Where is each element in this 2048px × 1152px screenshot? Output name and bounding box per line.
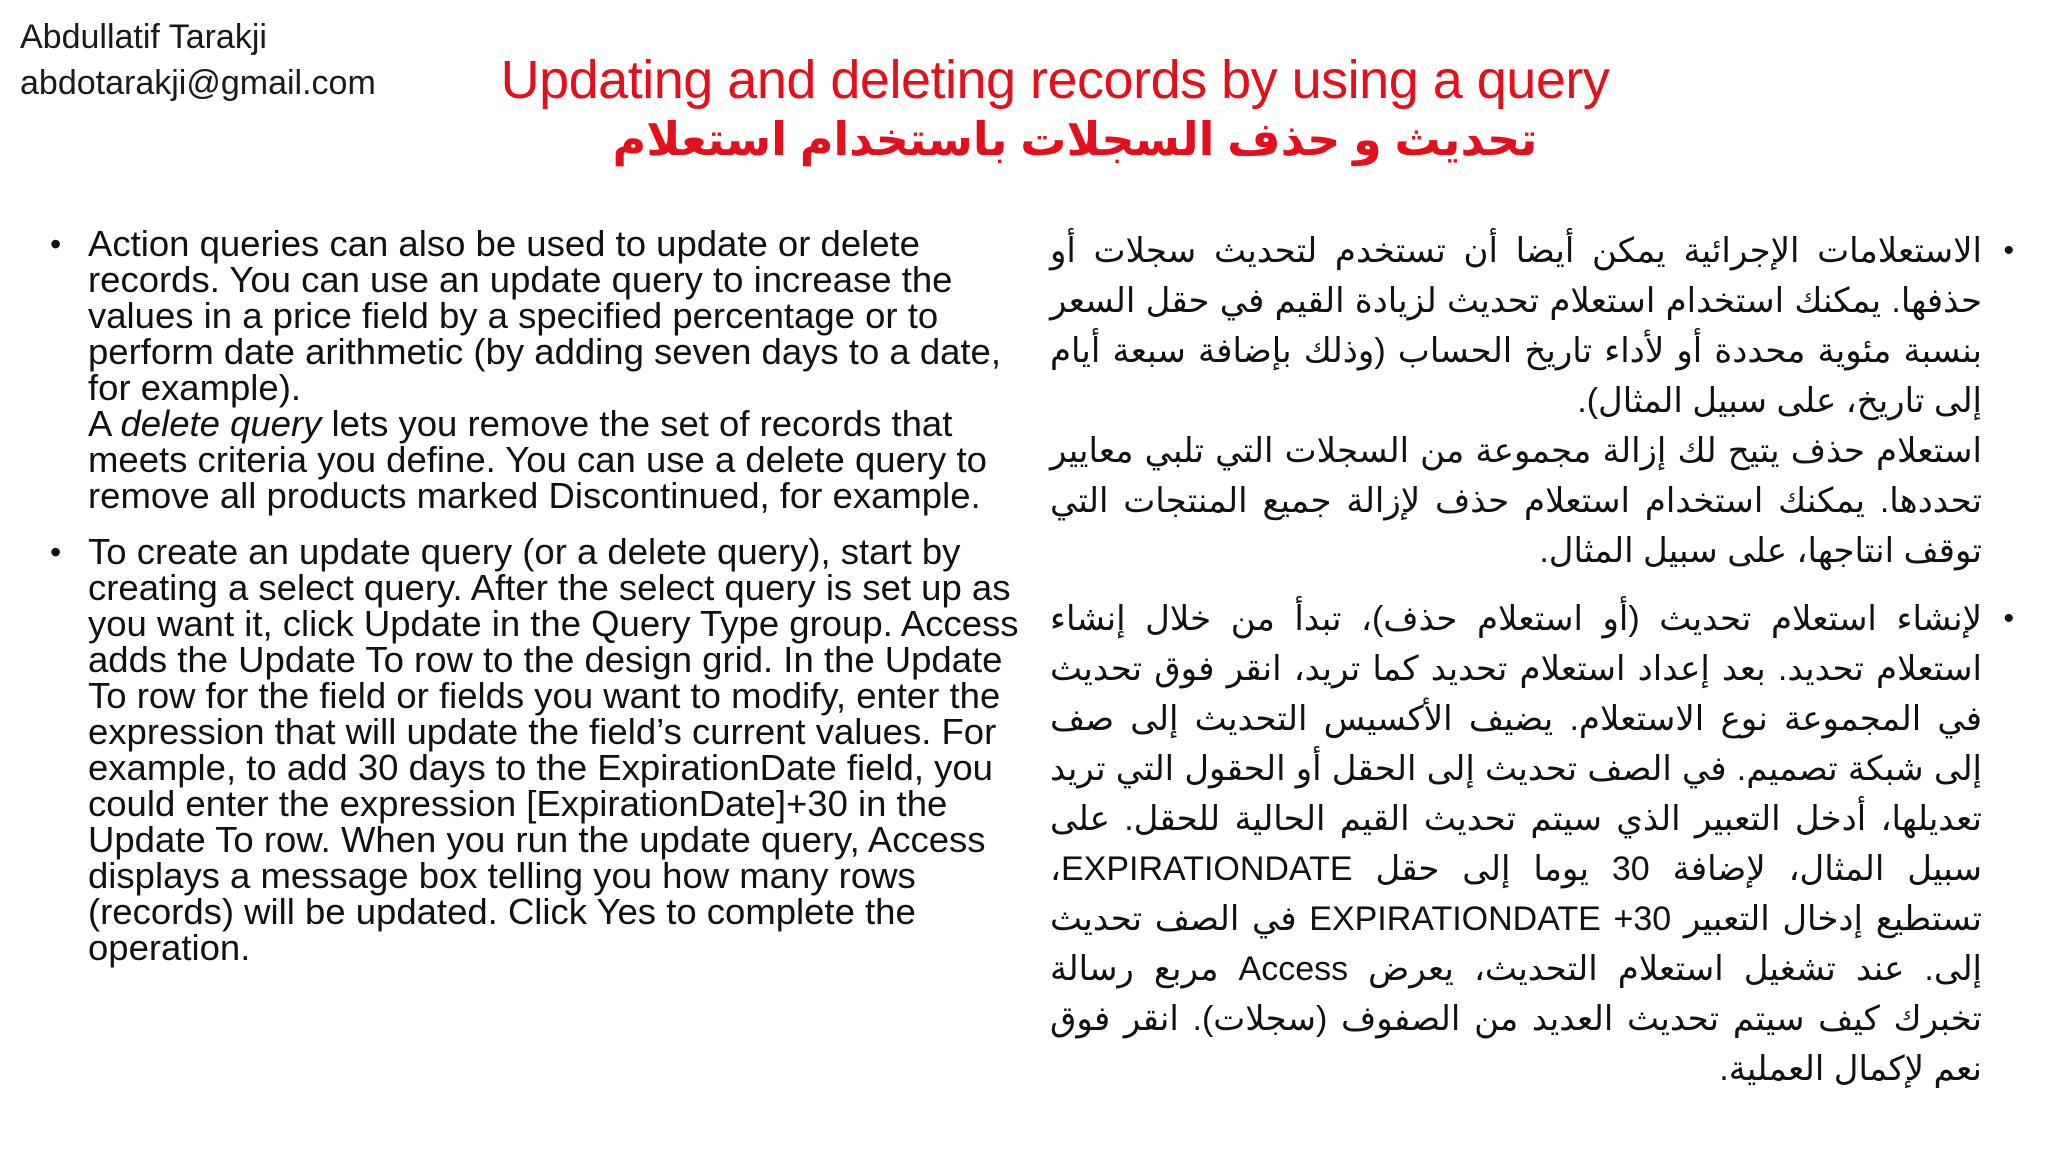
english-para2-prefix: A <box>88 403 121 444</box>
english-bullet-2-paragraph: • To create an update query (or a delete query), start by creating a select query. After the select query is set up as you want it, click Update in the Query Type group. Access adds the Update To row to the design grid. In the Update To row for the field or fields you want to modify, enter the expression that will update the field’s current values. For example, to add 30 days to the ExpirationDate field, you could enter the expression [ExpirationDate]+30 in the Update To row. When you run the update query, Access displays a message box telling you how many rows (records) will be updated. Click Yes to complete the operation. <box>88 531 1019 968</box>
slide-title-english: Updating and deleting records by using a query <box>500 50 1610 110</box>
english-bullet-1-paragraph-1: • Action queries can also be used to update or delete records. You can use an update query to increase the values in a price field by a specified percentage or to perform date arithmetic (by adding seven days to a date, for example). <box>88 223 1001 408</box>
arabic-bullet-1 <box>1050 226 2018 576</box>
slide-title-arabic: تحديث و حذف السجلات باستخدام استعلام <box>612 113 1538 165</box>
author-name: Abdullatif Tarakji <box>20 18 267 56</box>
arabic-bullet-1-paragraph-1: • الاستعلامات الإجرائية يمكن أيضا أن تستخدم لتحديث سجلات أو حذفها. يمكنك استخدام استعلام تحديث لزيادة القيم في حقل السعر بنسبة مئوية محددة أو لأداء تاريخ الحساب (وذلك بإضافة سبعة أيام إلى تاريخ، على سبيل المثال). <box>1050 232 1982 420</box>
english-bullet-list <box>40 223 1030 968</box>
arabic-bullet-list <box>1050 226 2018 1094</box>
english-bullet-1-paragraph-2 <box>88 403 1030 516</box>
english-bullet-1 <box>40 223 1030 516</box>
arabic-bullet-2 <box>1050 594 2018 1094</box>
arabic-bullet-1-paragraph-2: استعلام حذف يتيح لك إزالة مجموعة من السجلات التي تلبي معايير تحددها. يمكنك استخدام استعلام حذف لإزالة جميع المنتجات التي توقف انتاجها، على سبيل المثال. <box>1050 432 1982 570</box>
english-column <box>40 223 1030 986</box>
arabic-bullet-2-paragraph: • لإنشاء استعلام تحديث (أو استعلام حذف)، تبدأ من خلال إنشاء استعلام تحديد. بعد إعداد استعلام تحديد كما تريد، انقر فوق تحديث في المجموعة نوع الاستعلام. يضيف الأكسيس التحديث إلى صف إلى شبكة تصميم. في الصف تحديث إلى الحقل أو الحقول التي تريد تعديلها، أدخل التعبير الذي سيتم تحديث القيم الحالية للحقل. على سبيل المثال، لإضافة 30 يوما إلى حقل EXPIRATIONDATE، تستطيع إدخال التعبير EXPIRATIONDATE +30 في الصف تحديث إلى. عند تشغيل استعلام التحديث، يعرض Access مربع رسالة تخبرك كيف سيتم تحديث العديد من الصفوف (سجلات). انقر فوق نعم لإكمال العملية. <box>1050 600 1983 1088</box>
author-block <box>20 14 376 106</box>
author-email: abdotarakji@gmail.com <box>20 64 376 102</box>
arabic-column <box>1050 226 2018 1112</box>
english-para2-rest: lets you remove the set of records that meets criteria you define. You can use a delete query to remove all products marked Discontinued, for example. <box>88 403 987 516</box>
delete-query-term: delete query <box>120 403 322 444</box>
english-bullet-2 <box>40 531 1030 968</box>
